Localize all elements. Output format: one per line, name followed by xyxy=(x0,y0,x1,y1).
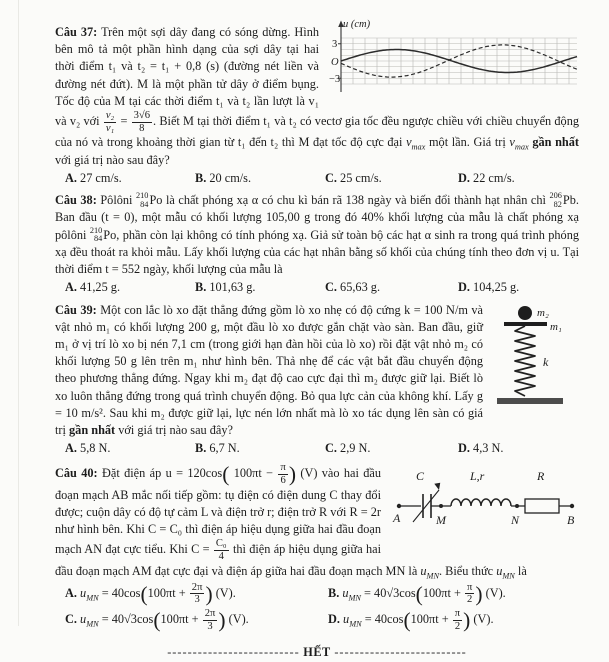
label-a: A xyxy=(393,511,401,526)
q37-body-3: một lần. Giá trị xyxy=(428,135,506,150)
q38-options xyxy=(55,279,579,296)
label-c: C xyxy=(416,469,425,484)
nuclide-pb-206: 206 82 Pb xyxy=(549,190,576,209)
q40-options xyxy=(55,582,579,633)
wave-origin-label: O xyxy=(331,57,339,68)
question-38 xyxy=(55,192,579,297)
question-40 xyxy=(55,462,579,632)
q40-option-b: B. $u_{MN} = 40√3\cos(100\pi t$ + $\frac{\pi}{2}$ ) (V). xyxy=(328,581,506,606)
q37-body-4: với giá trị nào sau đây? xyxy=(55,152,170,167)
q39-body-2: với giá trị nào sau đây? xyxy=(118,422,233,437)
circuit-figure xyxy=(391,466,579,541)
question-38-label: Câu 38: xyxy=(55,193,97,208)
nuclide-po-210: 210 84 Po xyxy=(89,225,117,244)
standing-wave-graph xyxy=(329,18,579,100)
label-lr: L,r xyxy=(470,469,485,484)
q40-option-d: D. $u_{MN} = 40\cos(100\pi t$ + $\frac{\pi}{2}$ ) (V). xyxy=(328,608,494,633)
question-39-label: Câu 39: xyxy=(55,302,97,317)
variable-arrow-head xyxy=(433,481,443,491)
q38-body-4: , phần còn lại không có tính phóng xạ. Giả sử toàn bộ các hạt α sinh ra trong quá trình phóng xạ đều thoát ra khỏi mẫu. Lấy khối lượng của các hạt nhân bằng số khối của chúng tính theo đơn vị u. Tại thời điểm t = 552 ngày, khối lượng của mẫu là xyxy=(55,227,580,277)
mass-m2-ball xyxy=(518,306,532,320)
q39-option-d: D. 4,3 N. xyxy=(458,441,504,456)
mass-m1-plate xyxy=(504,322,547,326)
q38-option-d: D. 104,25 g. xyxy=(458,280,520,295)
het-label: HẾT xyxy=(303,645,331,660)
question-37 xyxy=(55,19,580,187)
q38-body-2: là chất phóng xạ α có chu kì bán rã 138 ngày và biến đổi thành hạt nhân chì xyxy=(165,193,546,208)
question-40-label: Câu 40: xyxy=(55,466,98,481)
umn-symbol: $u_{MN}$ xyxy=(496,563,515,581)
question-38-text xyxy=(55,192,579,278)
q38-option-c: C. 65,63 g. xyxy=(325,280,381,295)
q40-body-4: . Biểu thức xyxy=(439,563,494,578)
question-37-label: Câu 37: xyxy=(55,25,98,39)
label-b: B xyxy=(567,513,575,528)
q37-body-2: . Biết M tại thời điểm t₁ và t₂ có vectơ gia tốc đều ngược chiều với chiều chuyển động của nó và trong khoảng thời gian từ t₁ đến t₂ thì M đạt tốc độ cực đại xyxy=(55,113,580,150)
inductor-coil xyxy=(451,499,511,506)
spring-figure xyxy=(495,302,579,417)
q40-option-c: C. $u_{MN} = 40√3\cos(100\pi t$ + $\frac{2\pi}{3}$ ) (V). xyxy=(65,608,249,633)
wave-tick-minus3: −3 xyxy=(329,74,341,85)
q38-body-3: . Ban đầu (t = 0), một mẫu có khối lượng 105,00 g trong đó 40% khối lượng của mẫu là chất phóng xạ pôlôni xyxy=(55,193,579,242)
node-b-dot xyxy=(570,504,574,508)
fraction-3sqrt6-8: $\frac{3√6}{8}$ xyxy=(133,110,151,134)
q39-options xyxy=(55,440,579,457)
q39-body-1: Một con lắc lò xo đặt thẳng đứng gồm lò xo nhẹ có độ cứng k = 100 N/m và vật nhỏ m₁ có khối lượng 200 g, một đầu lò xo được gắn chặt vào sàn. Ban đầu, giữ m₁ ở vị trí lò xo bị nén 7,1 cm (trong giới hạn đàn hồi của lò xo) rồi đặt vật nhỏ m₂ có khối lượng 50 g lên trên m₁ như hình bên. Thả nhẹ để các vật bắt đầu chuyển động theo phương thẳng đứng. Ngay khi m₂ đạt độ cao cực đại thì m₂ được giữ lại. Biết lò xo luôn thẳng đứng trong quá trình chuyển động. Bỏ qua lực cản của không khí. Lấy g = 10 m/s². Sau khi m₂ được giữ lại, lực nén lớn nhất mà lò xo tác dụng lên sàn có giá trị xyxy=(55,302,484,437)
label-r: R xyxy=(537,469,545,484)
umn-symbol: $u_{MN}$ xyxy=(420,563,439,581)
q40-body-1: Đặt điện áp u = 120cos xyxy=(101,466,223,481)
q39-option-a: A. 5,8 N. xyxy=(65,441,111,456)
question-39 xyxy=(55,302,579,458)
spring-coil xyxy=(515,326,535,396)
q37-option-c: C. 25 cm/s. xyxy=(325,170,382,185)
spring-mass-diagram xyxy=(495,302,579,412)
q38-body-1: Pôlôni xyxy=(100,193,133,208)
fraction-pi-6: $\frac{\pi}{6}$ xyxy=(280,462,286,487)
node-n-dot xyxy=(515,504,519,508)
ground-bar xyxy=(497,398,563,404)
question-40-text: Câu 40: Đặt điện áp u = 120cos( 100πt − $\frac{\pi}{6}$ ) (V) vào hai đầu đoạn mạch AB mắc nối tiếp gồm: tụ điện có điện dung C thay đổi được; cuộn dây có độ tự cảm L và điện trở r; điện trở R với R = 2r như hình bên. Khi C = C₀ thì điện áp hiệu dụng giữa hai đầu đoạn mạch AN đạt cực tiểu. Khi C = $\frac{\text{C₀}}{4}$ thì điện áp hiệu dụng giữa hai đầu đoạn mạch AM đạt cực đại và điện áp giữa hai đầu đoạn mạch MN là $u_{MN}$. Biểu thức $u_{MN}$ là xyxy=(55,462,527,581)
q37-option-d: D. 22 cm/s. xyxy=(458,170,515,185)
vmax-symbol: $v_{max}$ xyxy=(509,135,529,152)
q40-arg-1: 100πt − xyxy=(233,466,274,481)
q39-option-b: B. 6,7 N. xyxy=(195,441,240,456)
capacitor-plates xyxy=(423,494,431,518)
wave-figure xyxy=(329,18,579,105)
rlc-circuit-diagram xyxy=(391,466,579,536)
q40-body-2: (V) vào hai đầu đoạn mạch AB mắc nối tiếp gồm: tụ điện có điện dung C thay đổi được; cuộn dây có độ tự cảm L và điện trở r; điện trở R với R = 2r như hình bên. Khi C = C₀ thì điện áp hiệu dụng giữa hai đầu đoạn mạch AN đạt cực tiểu. Khi C = xyxy=(55,466,382,557)
label-n: N xyxy=(511,513,520,528)
q40-body-3: thì điện áp hiệu dụng giữa hai đầu đoạn mạch AM đạt cực đại và điện áp giữa hai đầu đoạn mạch MN là xyxy=(55,542,418,578)
q40-option-a: A. $u_{MN} = 40\cos(100\pi t$ + $\frac{2\pi}{3}$ ) (V). xyxy=(65,581,236,606)
q37-option-a: A. 27 cm/s. xyxy=(65,170,122,185)
wave-tick-3: 3 xyxy=(332,39,338,50)
q39-option-c: C. 2,9 N. xyxy=(325,441,371,456)
vmax-symbol: $v_{max}$ xyxy=(406,135,426,152)
page-edge-line xyxy=(18,0,19,626)
wave-ylabel: u (cm) xyxy=(343,19,371,30)
q38-option-b: B. 101,63 g. xyxy=(195,280,256,295)
label-k: k xyxy=(543,354,549,369)
resistor-box xyxy=(525,499,559,513)
node-a-dot xyxy=(397,504,401,508)
label-m2: m₂ xyxy=(537,306,549,319)
q37-equals: = xyxy=(120,113,128,128)
q37-body-1: Trên một sợi dây đang có sóng dừng. Hình bên mô tả một phần hình dạng của sợi dây tại hai thời điểm t₁ và t₂ = t₁ + 0,8 (s) (đường nét liền và đường nét đứt). M là một phần tử dây ở điểm bụng. Tốc độ của M tại các thời điểm t₁ và t₂ lần lượt là v₁ và v₂ với xyxy=(55,25,319,128)
q37-option-b: B. 20 cm/s. xyxy=(195,170,252,185)
q40-body-5: là xyxy=(517,563,527,578)
fraction-c0-4: $\frac{\text{C₀}}{4}$ xyxy=(215,538,227,562)
node-m-dot xyxy=(439,504,443,508)
nuclide-po-210: 210 84 Po xyxy=(135,190,163,209)
label-m1: m₁ xyxy=(550,320,562,333)
fraction-v2-v1: $\frac{\text{v₂}}{\text{v₁}}$ xyxy=(105,110,115,134)
label-m: M xyxy=(436,513,446,528)
q38-option-a: A. 41,25 g. xyxy=(65,280,121,295)
q37-options xyxy=(55,170,579,187)
q37-bold-gan-nhat: gần nhất xyxy=(532,135,579,150)
q39-bold-gan-nhat: gần nhất xyxy=(69,422,116,437)
end-of-exam-line: -------------------------- HẾT -------------------------- xyxy=(167,645,467,660)
